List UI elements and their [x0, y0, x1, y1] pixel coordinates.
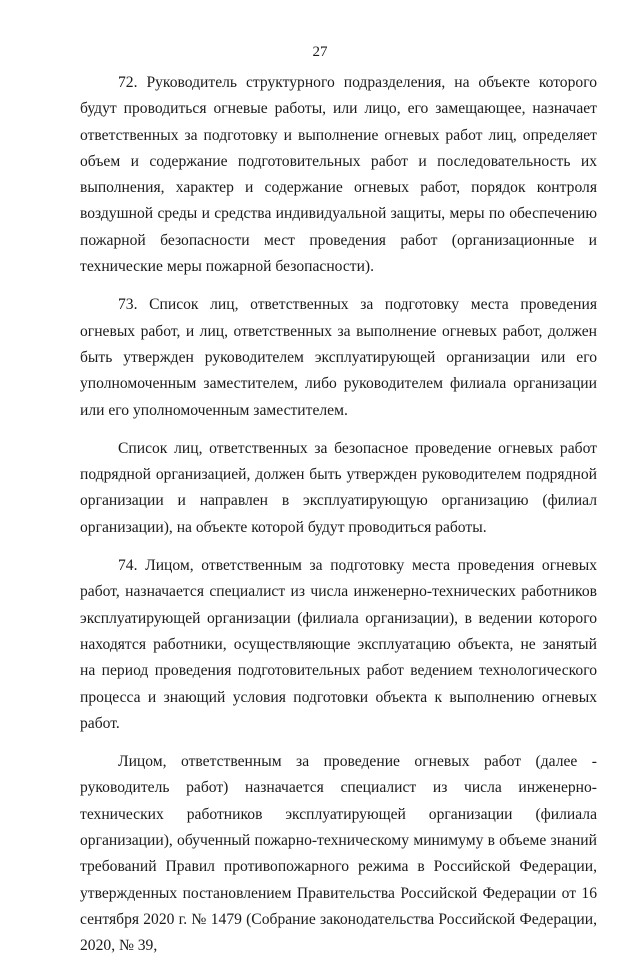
page-number: 27	[312, 44, 328, 60]
paragraph-73: 73. Список лиц, ответственных за подготовку места проведения огневых работ, и лиц, ответственных за выполнение огневых работ, должен быть утвержден руководителем эксплуатирующей организации или его уполномоченным заместителем, либо руководителем филиала организации или его уполномоченным заместителем.	[80, 296, 597, 419]
paragraph-contractor-list: Список лиц, ответственных за безопасное проведение огневых работ подрядной организацией, должен быть утвержден руководителем подрядной организации и направлен в эксплуатирующую организацию (филиал организации), на объекте которой будут проводиться работы.	[80, 439, 597, 536]
paragraph-72: 72. Руководитель структурного подразделения, на объекте которого будут проводиться огневые работы, или лицо, его замещающее, назначает ответственных за подготовку и выполнение огневых работ лиц, определяет объем и содержание подготовительных работ и последовательность их выполнения, характер и содержание огневых работ, порядок контроля воздушной среды и средства индивидуальной защиты, меры по обеспечению пожарной безопасности мест проведения работ (организационные и технические меры пожарной безопасности).	[80, 74, 597, 276]
paragraph-74: 74. Лицом, ответственным за подготовку места проведения огневых работ, назначается специалист из числа инженерно-технических работников эксплуатирующей организации (филиала организации), в ведении которого находятся работники, осуществляющие эксплуатацию объекта, не занятый на период проведения подготовительных работ ведением технологического процесса и знающий условия подготовки объекта к выполнению огневых работ.	[80, 557, 597, 732]
paragraph-work-supervisor: Лицом, ответственным за проведение огневых работ (далее - руководитель работ) назначается специалист из числа инженерно-технических работников эксплуатирующей организации (филиала организации), обученный пожарно-техническому минимуму в объеме знаний требований Правил противопожарного режима в Российской Федерации, утвержденных постановлением Правительства Российской Федерации от 16 сентября 2020 г. № 1479 (Собрание законодательства Российской Федерации, 2020, № 39,	[80, 753, 597, 955]
document-body	[80, 70, 597, 972]
